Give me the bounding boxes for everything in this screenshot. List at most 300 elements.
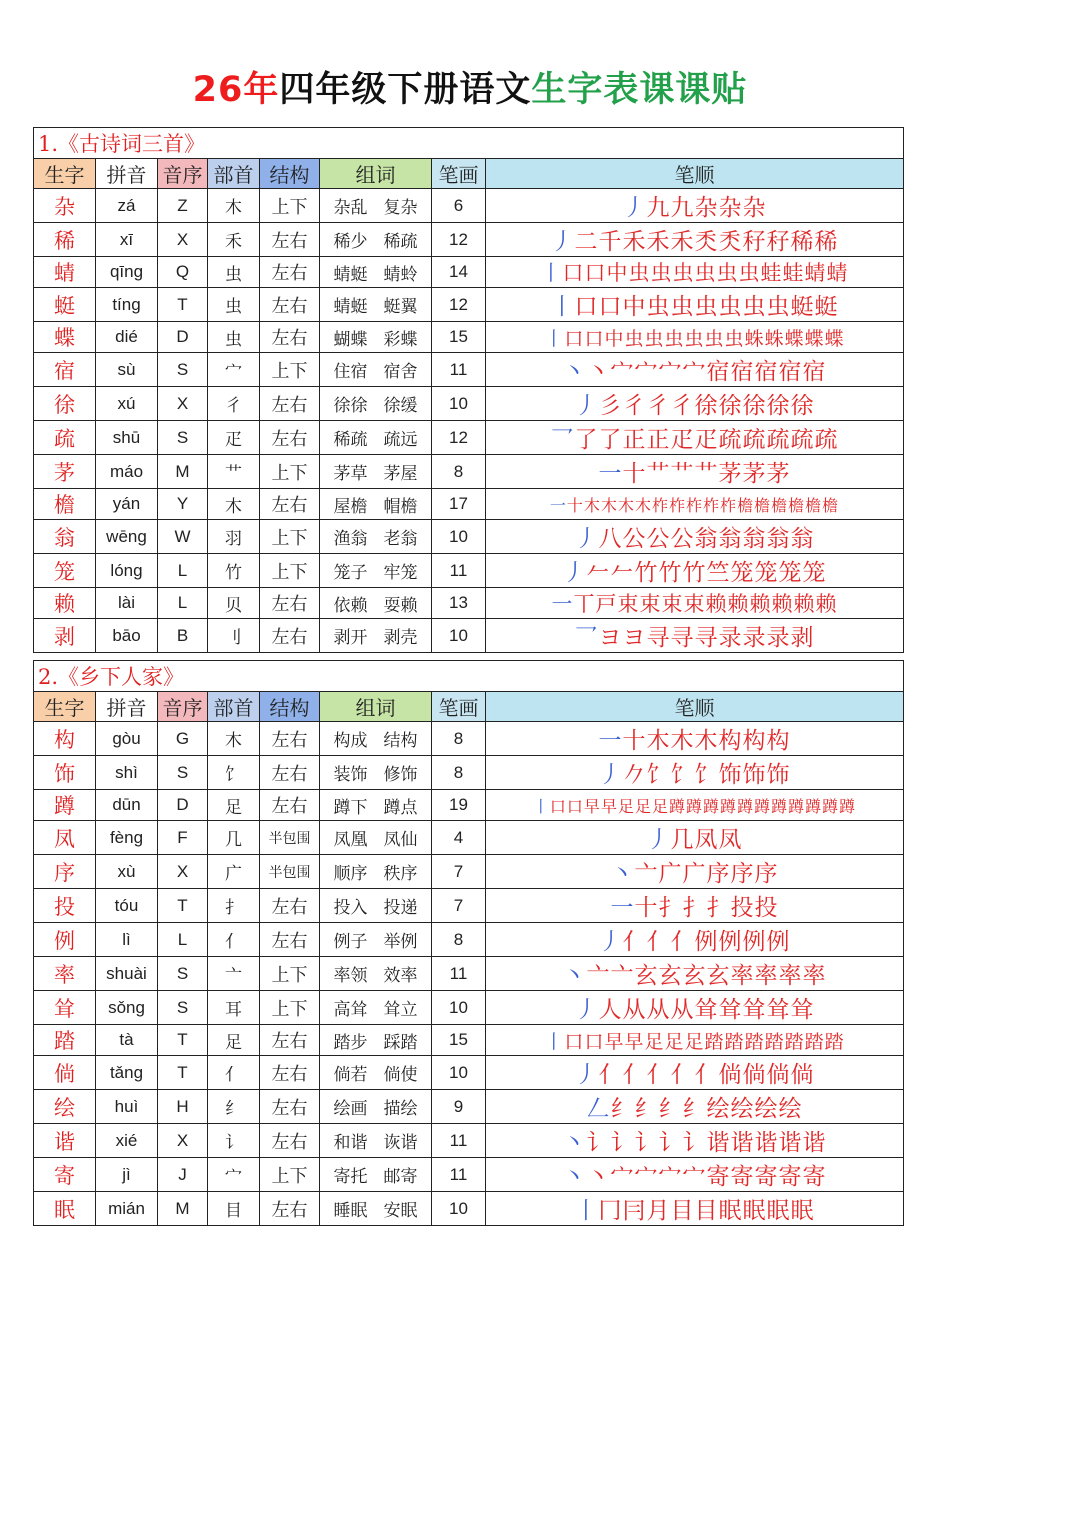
index-letter-cell: X <box>158 387 208 421</box>
stroke-step: 柞 <box>703 495 720 515</box>
pinyin-cell: xù <box>96 855 158 889</box>
stroke-count-cell: 7 <box>432 855 486 889</box>
stroke-step: 饣 <box>670 762 694 788</box>
stroke-step: 徐 <box>742 393 766 419</box>
stroke-step: 一 <box>598 728 622 754</box>
stroke-step: 亻 <box>670 1062 694 1088</box>
stroke-step: 踏 <box>724 1030 744 1053</box>
index-letter-cell: Q <box>158 257 208 288</box>
index-letter-cell: X <box>158 1124 208 1158</box>
stroke-order-cell <box>486 353 904 387</box>
pinyin-cell: huì <box>96 1090 158 1124</box>
stroke-step: 虫 <box>628 261 650 285</box>
stroke-step: 蜻 <box>826 261 848 285</box>
stroke-step: 九 <box>670 195 694 221</box>
stroke-step: 虫 <box>670 294 694 320</box>
stroke-step: 丶 <box>562 1130 586 1156</box>
stroke-step: 茅 <box>766 461 790 487</box>
word-1: 蹲下 <box>333 797 368 818</box>
stroke-step: 寄 <box>802 1164 826 1190</box>
word-1: 茅草 <box>333 464 368 484</box>
stroke-step: 亻 <box>646 929 670 955</box>
header-stroke-count: 笔画 <box>432 159 486 189</box>
section-caption: 1.《古诗词三首》 <box>34 128 904 159</box>
stroke-step: 从 <box>646 997 670 1023</box>
stroke-count-cell: 12 <box>432 288 486 322</box>
word-2: 徐缓 <box>383 396 418 416</box>
radical-cell: 广 <box>208 855 260 889</box>
stroke-step: 艹 <box>646 461 670 487</box>
stroke-order-cell <box>486 455 904 489</box>
stroke-step: 木 <box>634 495 651 515</box>
stroke-step: 绘 <box>778 1096 802 1122</box>
stroke-step: 谐 <box>706 1130 730 1156</box>
stroke-step: 虫 <box>718 294 742 320</box>
table-row <box>34 387 904 421</box>
stroke-step: 剥 <box>790 625 814 651</box>
word-2: 耸立 <box>383 1000 418 1020</box>
stroke-step: 亠 <box>610 963 634 989</box>
stroke-step: 束 <box>683 592 705 616</box>
structure-cell: 左右 <box>260 223 320 257</box>
stroke-order-cell <box>486 1158 904 1192</box>
table-row <box>34 455 904 489</box>
stroke-step: 檐 <box>822 495 839 515</box>
words-cell <box>320 889 432 923</box>
stroke-step: 丨 <box>544 1030 564 1053</box>
pinyin-cell: tíng <box>96 288 158 322</box>
stroke-step: 木 <box>617 495 634 515</box>
stroke-step: 禾 <box>670 229 694 255</box>
stroke-order-cell <box>486 322 904 353</box>
stroke-step: 束 <box>617 592 639 616</box>
header-char: 生字 <box>34 159 96 189</box>
radical-cell: 足 <box>208 1025 260 1056</box>
header-pinyin: 拼音 <box>96 692 158 722</box>
word-2: 秩序 <box>383 864 418 884</box>
index-letter-cell: H <box>158 1090 208 1124</box>
stroke-step: 赖 <box>749 592 771 616</box>
stroke-step: 耸 <box>742 997 766 1023</box>
stroke-step: 足 <box>617 796 634 816</box>
stroke-step: 寄 <box>778 1164 802 1190</box>
stroke-step: 赖 <box>705 592 727 616</box>
stroke-step: 木 <box>646 728 670 754</box>
radical-cell: 疋 <box>208 421 260 455</box>
words-cell <box>320 1192 432 1226</box>
stroke-count-cell: 4 <box>432 821 486 855</box>
stroke-order-cell <box>486 1025 904 1056</box>
index-letter-cell: Y <box>158 489 208 520</box>
stroke-step: 彳 <box>622 393 646 419</box>
words-cell <box>320 257 432 288</box>
stroke-step: 踏 <box>744 1030 764 1053</box>
stroke-step: 秂 <box>718 229 742 255</box>
stroke-step: 丨 <box>540 261 562 285</box>
stroke-step: 翁 <box>766 526 790 552</box>
stroke-step: 十 <box>634 895 658 921</box>
stroke-step: 序 <box>730 861 754 887</box>
stroke-step: 月 <box>646 1198 670 1224</box>
pinyin-cell: tóu <box>96 889 158 923</box>
stroke-step: 竺 <box>706 560 730 586</box>
stroke-step: 纟 <box>634 1096 658 1122</box>
table-row <box>34 1158 904 1192</box>
stroke-step: 倘 <box>742 1062 766 1088</box>
title-part-year: 26年 <box>192 70 280 110</box>
stroke-step: 公 <box>622 526 646 552</box>
radical-cell: 刂 <box>208 619 260 653</box>
stroke-step: 早 <box>600 796 617 816</box>
stroke-step: 木 <box>670 728 694 754</box>
stroke-step: 戸 <box>595 592 617 616</box>
stroke-step: 𠂉 <box>586 560 610 586</box>
stroke-step: 口 <box>598 294 622 320</box>
stroke-step: 率 <box>754 963 778 989</box>
radical-cell: 目 <box>208 1192 260 1226</box>
word-1: 凤凰 <box>333 830 368 850</box>
stroke-count-cell: 15 <box>432 1025 486 1056</box>
stroke-step: 序 <box>754 861 778 887</box>
stroke-step: 杂 <box>718 195 742 221</box>
stroke-step: 踏 <box>824 1030 844 1053</box>
header-structure: 结构 <box>260 692 320 722</box>
stroke-step: 目 <box>694 1198 718 1224</box>
stroke-count-cell: 10 <box>432 1192 486 1226</box>
stroke-step: 十 <box>622 461 646 487</box>
stroke-step: 纟 <box>682 1096 706 1122</box>
char-cell: 谐 <box>34 1124 96 1158</box>
word-1: 稀少 <box>333 232 368 252</box>
char-cell: 寄 <box>34 1158 96 1192</box>
stroke-step: 宀 <box>610 359 634 385</box>
stroke-step: 竹 <box>658 560 682 586</box>
stroke-step: 疏 <box>790 427 814 453</box>
stroke-step: 虫 <box>716 261 738 285</box>
stroke-step: 虫 <box>664 327 684 350</box>
structure-cell: 左右 <box>260 1090 320 1124</box>
table-row <box>34 257 904 288</box>
stroke-step: 一 <box>598 461 622 487</box>
stroke-step: 蹲 <box>822 796 839 816</box>
words-cell <box>320 1124 432 1158</box>
table-row <box>34 223 904 257</box>
stroke-step: 构 <box>718 728 742 754</box>
char-cell: 蹲 <box>34 790 96 821</box>
stroke-order-cell <box>486 957 904 991</box>
word-1: 踏步 <box>333 1032 368 1053</box>
stroke-step: 蹲 <box>839 796 856 816</box>
words-cell <box>320 189 432 223</box>
structure-cell: 上下 <box>260 957 320 991</box>
table-row <box>34 756 904 790</box>
stroke-step: 翁 <box>694 526 718 552</box>
stroke-step: 讠 <box>682 1130 706 1156</box>
header-index: 音序 <box>158 692 208 722</box>
word-2: 剥壳 <box>383 628 418 648</box>
radical-cell: 木 <box>208 722 260 756</box>
section-caption: 2.《乡下人家》 <box>34 661 904 692</box>
stroke-count-cell: 10 <box>432 387 486 421</box>
stroke-step: 耸 <box>694 997 718 1023</box>
stroke-step: 率 <box>730 963 754 989</box>
stroke-step: 口 <box>584 1030 604 1053</box>
pinyin-cell: xié <box>96 1124 158 1158</box>
stroke-step: 口 <box>584 261 606 285</box>
words-cell <box>320 1025 432 1056</box>
word-2: 举例 <box>383 932 418 952</box>
index-letter-cell: L <box>158 923 208 957</box>
table-row <box>34 1090 904 1124</box>
stroke-step: 投 <box>754 895 778 921</box>
radical-cell: 艹 <box>208 455 260 489</box>
pinyin-cell: shuài <box>96 957 158 991</box>
words-cell <box>320 322 432 353</box>
structure-cell: 左右 <box>260 288 320 322</box>
char-cell: 率 <box>34 957 96 991</box>
stroke-step: 乛 <box>550 427 574 453</box>
pinyin-cell: gòu <box>96 722 158 756</box>
word-2: 茅屋 <box>383 464 418 484</box>
char-cell: 凤 <box>34 821 96 855</box>
stroke-step: 寻 <box>694 625 718 651</box>
stroke-step: 早 <box>624 1030 644 1053</box>
word-2: 牢笼 <box>383 563 418 583</box>
stroke-step: 彳 <box>670 393 694 419</box>
stroke-step: 寻 <box>646 625 670 651</box>
table-row <box>34 1056 904 1090</box>
stroke-order-cell <box>486 923 904 957</box>
table-row <box>34 790 904 821</box>
stroke-count-cell: 15 <box>432 322 486 353</box>
stroke-step: 踏 <box>764 1030 784 1053</box>
word-2: 修饰 <box>383 765 418 785</box>
stroke-step: 足 <box>684 1030 704 1053</box>
structure-cell: 左右 <box>260 722 320 756</box>
word-1: 住宿 <box>333 362 368 382</box>
stroke-step: 广 <box>658 861 682 887</box>
stroke-step: 例 <box>694 929 718 955</box>
stroke-step: 丶 <box>562 359 586 385</box>
stroke-step: 秄 <box>766 229 790 255</box>
stroke-count-cell: 19 <box>432 790 486 821</box>
stroke-step: 了 <box>574 427 598 453</box>
stroke-step: 口 <box>562 261 584 285</box>
table-row <box>34 588 904 619</box>
table-row <box>34 889 904 923</box>
stroke-count-cell: 11 <box>432 353 486 387</box>
stroke-step: 讠 <box>610 1130 634 1156</box>
stroke-step: 丅 <box>573 592 595 616</box>
stroke-step: 眠 <box>766 1198 790 1224</box>
words-cell <box>320 489 432 520</box>
table-row <box>34 421 904 455</box>
words-cell <box>320 554 432 588</box>
stroke-step: 蹲 <box>805 796 822 816</box>
index-letter-cell: J <box>158 1158 208 1192</box>
stroke-step: 耸 <box>790 997 814 1023</box>
stroke-step: 一 <box>549 495 566 515</box>
stroke-step: 纟 <box>658 1096 682 1122</box>
stroke-step: 茅 <box>718 461 742 487</box>
stroke-order-cell <box>486 588 904 619</box>
index-letter-cell: X <box>158 223 208 257</box>
stroke-step: 翁 <box>790 526 814 552</box>
radical-cell: 扌 <box>208 889 260 923</box>
stroke-count-cell: 8 <box>432 756 486 790</box>
stroke-step: 正 <box>646 427 670 453</box>
stroke-step: 柞 <box>686 495 703 515</box>
index-letter-cell: M <box>158 1192 208 1226</box>
header-index: 音序 <box>158 159 208 189</box>
stroke-step: 例 <box>766 929 790 955</box>
stroke-step: 倘 <box>718 1062 742 1088</box>
stroke-count-cell: 6 <box>432 189 486 223</box>
pinyin-cell: sǒng <box>96 991 158 1025</box>
stroke-step: 蹲 <box>771 796 788 816</box>
stroke-step: 人 <box>598 997 622 1023</box>
stroke-step: 亻 <box>670 929 694 955</box>
index-letter-cell: G <box>158 722 208 756</box>
stroke-step: 虫 <box>724 327 744 350</box>
structure-cell: 左右 <box>260 322 320 353</box>
header-row <box>34 692 904 722</box>
word-2: 安眠 <box>383 1201 418 1221</box>
stroke-count-cell: 10 <box>432 1056 486 1090</box>
stroke-step: 蹲 <box>686 796 703 816</box>
stroke-step: 翁 <box>718 526 742 552</box>
stroke-step: 束 <box>661 592 683 616</box>
stroke-step: 虫 <box>684 327 704 350</box>
char-cell: 稀 <box>34 223 96 257</box>
stroke-step: 寄 <box>706 1164 730 1190</box>
stroke-step: 艹 <box>694 461 718 487</box>
word-1: 屋檐 <box>333 496 368 517</box>
stroke-order-cell <box>486 223 904 257</box>
index-letter-cell: M <box>158 455 208 489</box>
word-1: 蜻蜓 <box>333 264 368 285</box>
radical-cell: 彳 <box>208 387 260 421</box>
pinyin-cell: dūn <box>96 790 158 821</box>
stroke-step: 笼 <box>754 560 778 586</box>
stroke-step: 蜻 <box>804 261 826 285</box>
stroke-step: 虫 <box>738 261 760 285</box>
words-cell <box>320 223 432 257</box>
stroke-step: 足 <box>634 796 651 816</box>
stroke-step: 讠 <box>586 1130 610 1156</box>
stroke-step: 谐 <box>802 1130 826 1156</box>
char-cell: 蝶 <box>34 322 96 353</box>
char-cell: 疏 <box>34 421 96 455</box>
stroke-step: 宿 <box>778 359 802 385</box>
table-row <box>34 957 904 991</box>
stroke-step: 蜓 <box>790 294 814 320</box>
stroke-step: 踏 <box>784 1030 804 1053</box>
stroke-step: 十 <box>566 495 583 515</box>
char-cell: 序 <box>34 855 96 889</box>
stroke-order-cell <box>486 855 904 889</box>
stroke-step: 扌 <box>658 895 682 921</box>
header-radical: 部首 <box>208 159 260 189</box>
char-cell: 例 <box>34 923 96 957</box>
word-2: 描绘 <box>383 1099 418 1119</box>
stroke-step: 寻 <box>670 625 694 651</box>
stroke-step: 中 <box>606 261 628 285</box>
stroke-step: 乛 <box>574 625 598 651</box>
stroke-step: 饰 <box>742 762 766 788</box>
stroke-step: 了 <box>598 427 622 453</box>
word-2: 蜓翼 <box>383 297 418 317</box>
stroke-step: 绘 <box>754 1096 778 1122</box>
index-letter-cell: T <box>158 889 208 923</box>
pinyin-cell: mián <box>96 1192 158 1226</box>
title-part-sticker: 生字表课课贴 <box>531 70 748 110</box>
structure-cell: 上下 <box>260 455 320 489</box>
stroke-step: 宀 <box>634 359 658 385</box>
stroke-order-cell <box>486 489 904 520</box>
radical-cell: 足 <box>208 790 260 821</box>
stroke-step: 绘 <box>706 1096 730 1122</box>
word-2: 宿舍 <box>383 362 418 382</box>
stroke-step: 率 <box>802 963 826 989</box>
stroke-step: 早 <box>583 796 600 816</box>
stroke-order-cell <box>486 387 904 421</box>
stroke-step: 例 <box>742 929 766 955</box>
char-cell: 蜻 <box>34 257 96 288</box>
stroke-step: 亻 <box>694 1062 718 1088</box>
index-letter-cell: D <box>158 790 208 821</box>
pinyin-cell: yán <box>96 489 158 520</box>
section-caption-row <box>34 661 904 692</box>
stroke-step: 广 <box>682 861 706 887</box>
stroke-step: 杂 <box>694 195 718 221</box>
table-row <box>34 821 904 855</box>
pinyin-cell: lài <box>96 588 158 619</box>
stroke-step: 徐 <box>718 393 742 419</box>
stroke-step: 秄 <box>742 229 766 255</box>
char-cell: 踏 <box>34 1025 96 1056</box>
stroke-step: 宀 <box>658 1164 682 1190</box>
char-cell: 宿 <box>34 353 96 387</box>
stroke-step: 冃 <box>622 1198 646 1224</box>
lesson-section-2 <box>33 660 903 1226</box>
stroke-step: 檐 <box>754 495 771 515</box>
stroke-step: 公 <box>646 526 670 552</box>
stroke-count-cell: 12 <box>432 421 486 455</box>
word-1: 倘若 <box>333 1065 368 1085</box>
word-1: 杂乱 <box>333 198 368 218</box>
char-cell: 投 <box>34 889 96 923</box>
word-2: 凤仙 <box>383 830 418 850</box>
stroke-count-cell: 11 <box>432 957 486 991</box>
stroke-step: 口 <box>584 327 604 350</box>
word-1: 稀疏 <box>333 430 368 450</box>
structure-cell: 半包围 <box>260 821 320 855</box>
words-cell <box>320 756 432 790</box>
stroke-step: 疋 <box>694 427 718 453</box>
stroke-step: 宿 <box>802 359 826 385</box>
stroke-step: 蛙 <box>782 261 804 285</box>
radical-cell: 虫 <box>208 322 260 353</box>
stroke-step: 柞 <box>669 495 686 515</box>
stroke-order-cell <box>486 520 904 554</box>
word-2: 帽檐 <box>383 496 418 517</box>
stroke-step: 丿 <box>574 997 598 1023</box>
stroke-step: 赖 <box>727 592 749 616</box>
stroke-step: 徐 <box>790 393 814 419</box>
stroke-step: 虫 <box>766 294 790 320</box>
stroke-order-cell <box>486 1192 904 1226</box>
